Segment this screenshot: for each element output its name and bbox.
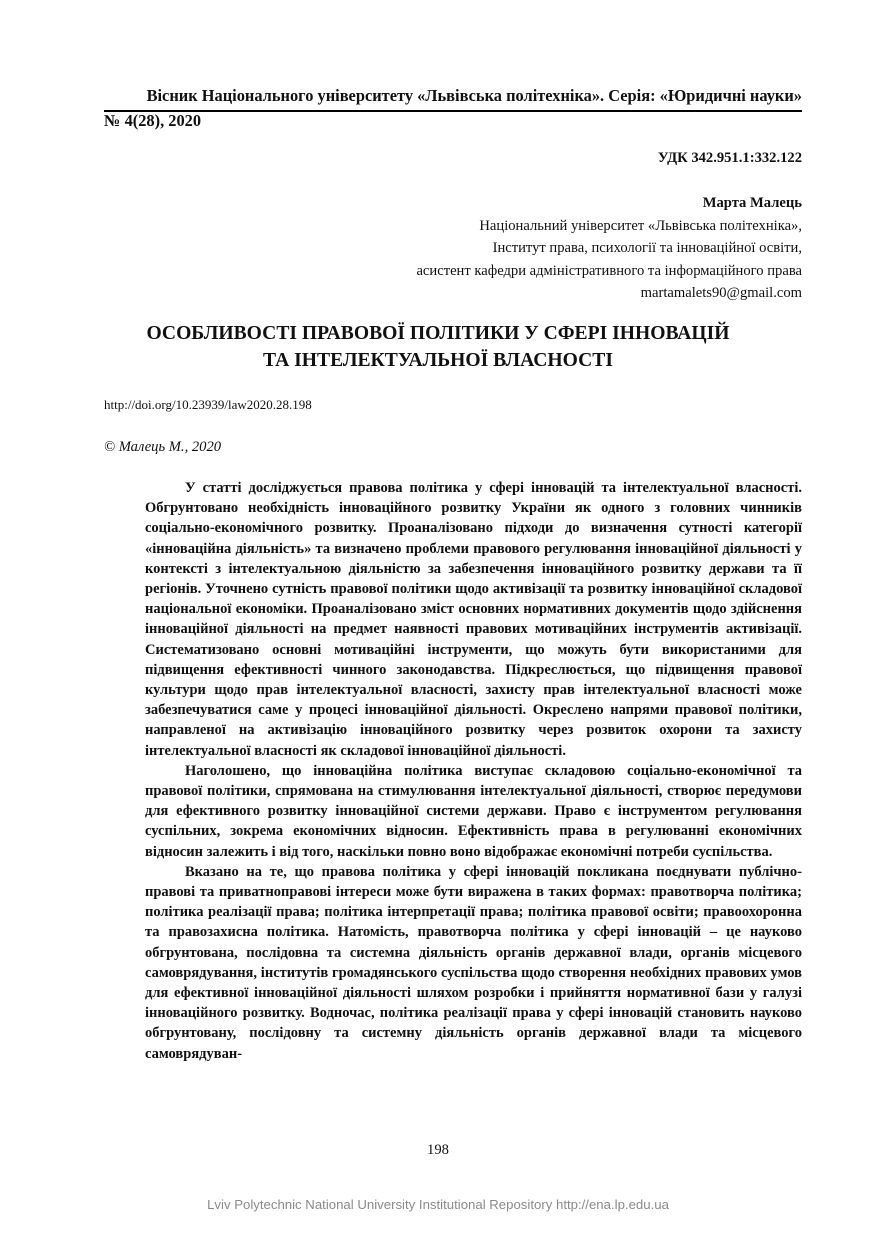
repository-footer: Lviv Polytechnic National University Institutional Repository http://ena.lp.edu.ua: [207, 1197, 669, 1212]
author-name: Марта Малець: [702, 195, 802, 211]
page-number: 198: [427, 1142, 449, 1158]
doi-link[interactable]: http://doi.org/10.23939/law2020.28.198: [104, 397, 312, 412]
copyright-notice: © Малець М., 2020: [104, 439, 222, 455]
udc-code: УДК 342.951.1:332.122: [657, 150, 802, 166]
affiliation-university: Національний університет «Львівська політехніка»,: [479, 217, 802, 234]
abstract-paragraph: Наголошено, що інноваційна політика виступає складовою соціально-економічної та правової політики, спрямована на стимулювання інтелектуальної діяльності, створює передумови для ефективного розвитку інноваційної системи держави. Право є інструментом регулювання суспільних, зокрема економічних відносин. Ефективність права в регулюванні економічних відносин залежить і від того, наскільки повно воно відображає економічні потреби суспільства.: [145, 762, 802, 860]
article-title-line: ТА ІНТЕЛЕКТУАЛЬНОЇ ВЛАСНОСТІ: [263, 350, 613, 371]
article-title-line: ОСОБЛИВОСТІ ПРАВОВОЇ ПОЛІТИКИ У СФЕРІ ІННОВАЦІЙ: [146, 323, 730, 344]
abstract-paragraph: У статті досліджується правова політика у сфері інновацій та інтелектуальної власності. Обгрунтовано необхідність інноваційного розвитку України як одного з головних чинників соціально-економічного розвитку. Проаналізовано підходи до визначення сутності категорії «інноваційна діяльність» та визначено проблеми правового регулювання інноваційної діяльності у контексті з інтелектуальною діяльністю за забезпечення інноваційного розвитку держави та її регіонів. Уточнено сутність правової політики щодо активізації та розвитку інноваційної складової національної економіки. Проаналізовано зміст основних нормативних документів щодо здійснення інноваційної діяльності на предмет наявності правових мотиваційних інструментів активізації. Систематизовано основні мотиваційні інструменти, що можуть бути використаними для підвищення ефективності чинного законодавства. Підкреслюється, що підвищення правової культури щодо прав інтелектуальної власності, захисту прав інтелектуальної власності може забезпечуватися саме у процесі інноваційної діяльності. Окреслено напрями правової політики, направленої на активізацію інноваційного розвитку через розвиток охорони та захисту інтелектуальної власності як складової інноваційної діяльності.: [145, 480, 802, 759]
abstract: [145, 478, 802, 1064]
author-email[interactable]: martamalets90@gmail.com: [640, 285, 802, 301]
article-title: [104, 320, 772, 374]
abstract-paragraph: Вказано на те, що правова політика у сфері інновацій покликана поєднувати публічно-правові та приватноправові інтереси може бути виражена в таких формах: правотворча політика; політика реалізації права; політика інтерпретації права; політика правової освіти; правоохоронна та правозахисна політика. Натомість, правотворча політика у сфері інновацій – це науково обгрунтована, послідовна та системна діяльність органів державної влади, органів місцевого самоврядування, інститутів громадянського суспільства щодо створення необхідних правових умов для ефективної інноваційної діяльності шляхом розробки і прийняття нормативної бази у галузі інноваційного розвитку. Водночас, політика реалізації права у сфері інновацій становить науково обгрунтовану, послідовну та системну діяльність органів державної влади та місцевого самоврядуван-: [145, 863, 802, 1062]
affiliation-position: асистент кафедри адміністративного та інформаційного права: [416, 262, 802, 279]
issue-number: № 4(28), 2020: [104, 111, 202, 130]
affiliation-institute: Інститут права, психології та інноваційної освіти,: [492, 240, 802, 256]
journal-title: Вісник Національного університету «Львівська політехніка». Серія: «Юридичні науки»: [104, 86, 802, 112]
author-block: [416, 192, 802, 305]
